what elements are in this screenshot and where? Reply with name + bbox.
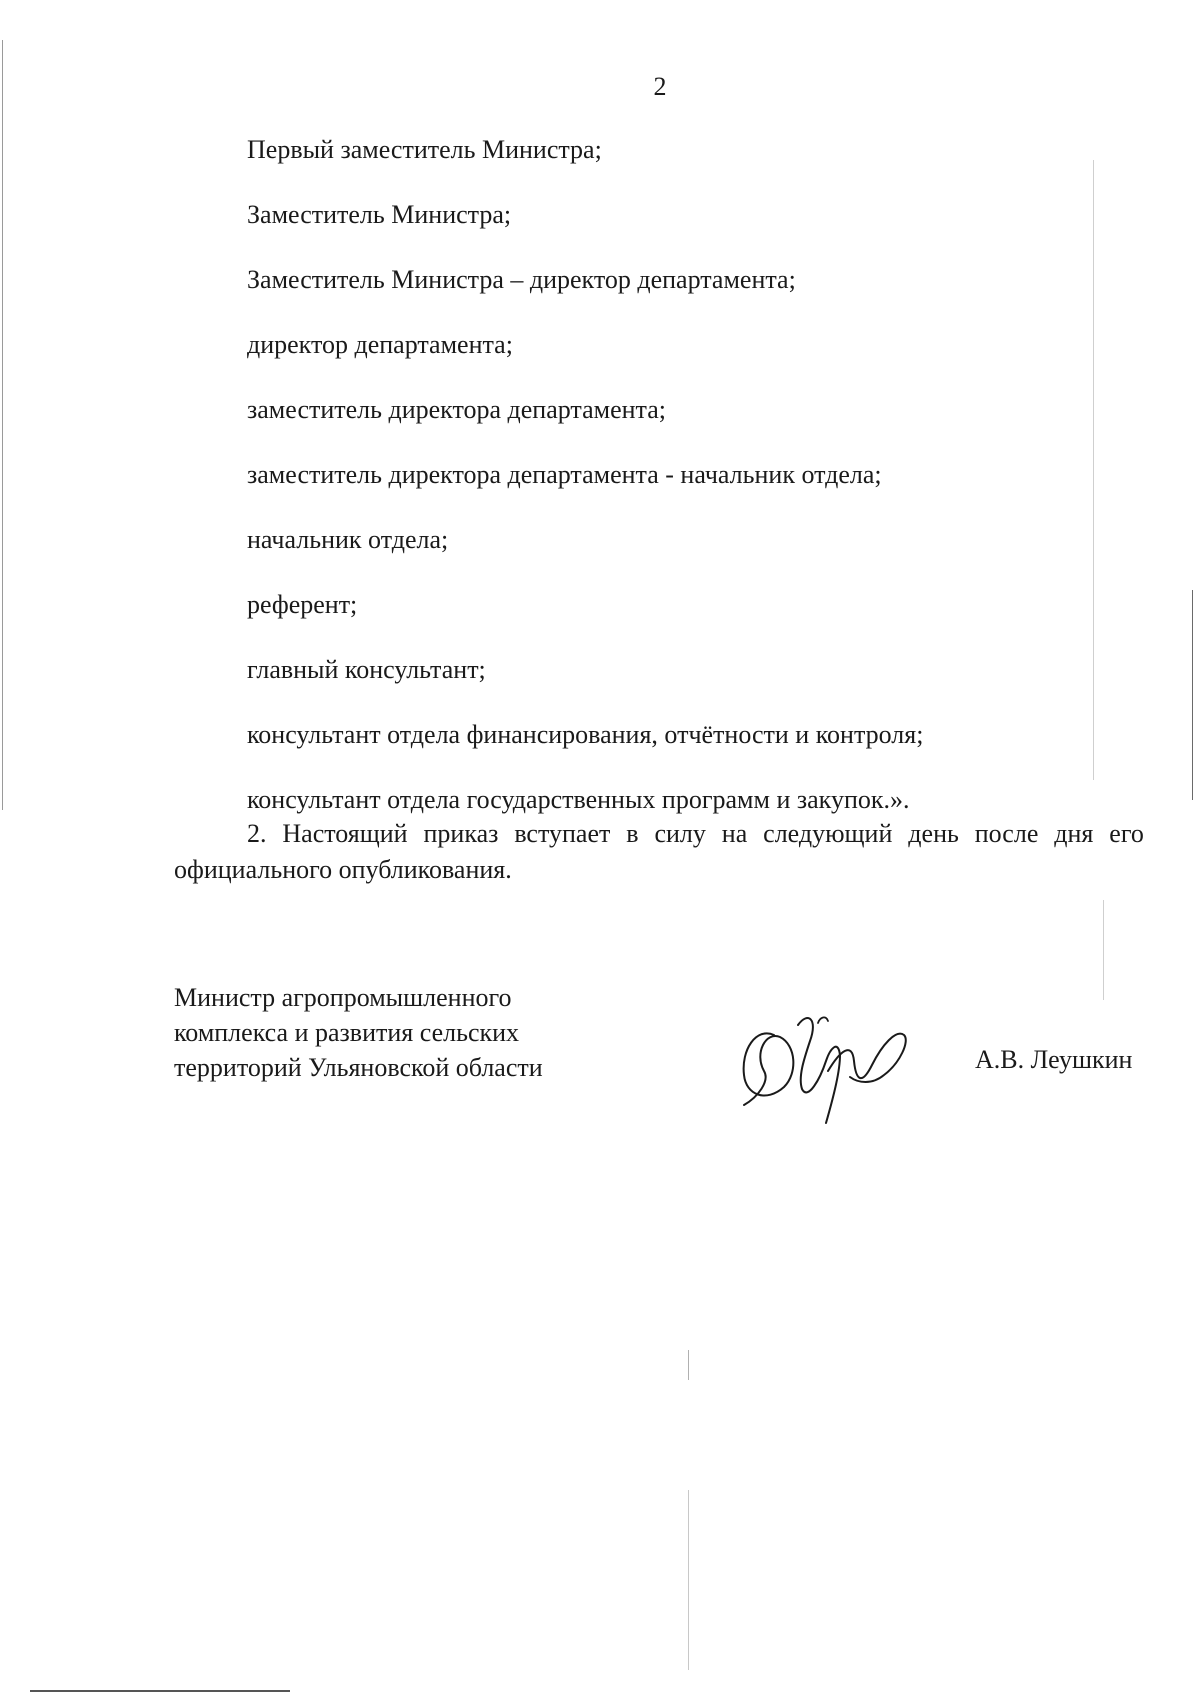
position-item: Заместитель Министра – директор департамента;: [247, 265, 796, 294]
clause-word: 2.: [247, 819, 267, 848]
handwritten-signature: [736, 1005, 916, 1130]
signatory-line: Министр агропромышленного: [174, 983, 512, 1012]
clause-word: дня: [1054, 819, 1094, 848]
position-item: Первый заместитель Министра;: [247, 135, 602, 164]
signatory-line: комплекса и развития сельских: [174, 1018, 520, 1047]
scan-edge-mark: [1192, 590, 1193, 800]
clause-2-paragraph: [174, 816, 1144, 888]
position-item: Заместитель Министра;: [247, 200, 512, 229]
clause-word: в: [626, 819, 639, 848]
clause-2-first-line: [174, 816, 1144, 852]
position-item: заместитель директора департамента;: [247, 395, 666, 424]
position-item: консультант отдела государственных программ и закупок.».: [247, 785, 910, 814]
position-item: заместитель директора департамента - начальник отдела;: [247, 460, 882, 489]
position-item: главный консультант;: [247, 655, 486, 684]
signer-name: А.В. Леушкин: [975, 1045, 1133, 1074]
clause-word: вступает: [514, 819, 611, 848]
position-item: референт;: [247, 590, 358, 619]
clause-2-continuation: официального опубликования.: [174, 855, 512, 884]
clause-word: Настоящий: [282, 819, 408, 848]
clause-word: на: [721, 819, 748, 848]
scan-edge-mark: [2, 40, 3, 810]
clause-word: после: [974, 819, 1039, 848]
scan-edge-mark: [1093, 160, 1094, 780]
signatory-title: [174, 980, 543, 1085]
position-item: начальник отдела;: [247, 525, 449, 554]
clause-word: следующий: [763, 819, 893, 848]
scan-edge-mark: [30, 1690, 290, 1692]
page-number: 2: [653, 72, 667, 101]
scan-edge-mark: [688, 1350, 689, 1380]
clause-word: силу: [654, 819, 706, 848]
clause-word: его: [1109, 819, 1144, 848]
clause-word: приказ: [423, 819, 499, 848]
signatory-line: территорий Ульяновской области: [174, 1053, 543, 1082]
scan-edge-mark: [688, 1490, 689, 1670]
clause-word: день: [908, 819, 959, 848]
scan-edge-mark: [1103, 900, 1104, 1000]
position-item: директор департамента;: [247, 330, 513, 359]
position-item: консультант отдела финансирования, отчётности и контроля;: [247, 720, 924, 749]
